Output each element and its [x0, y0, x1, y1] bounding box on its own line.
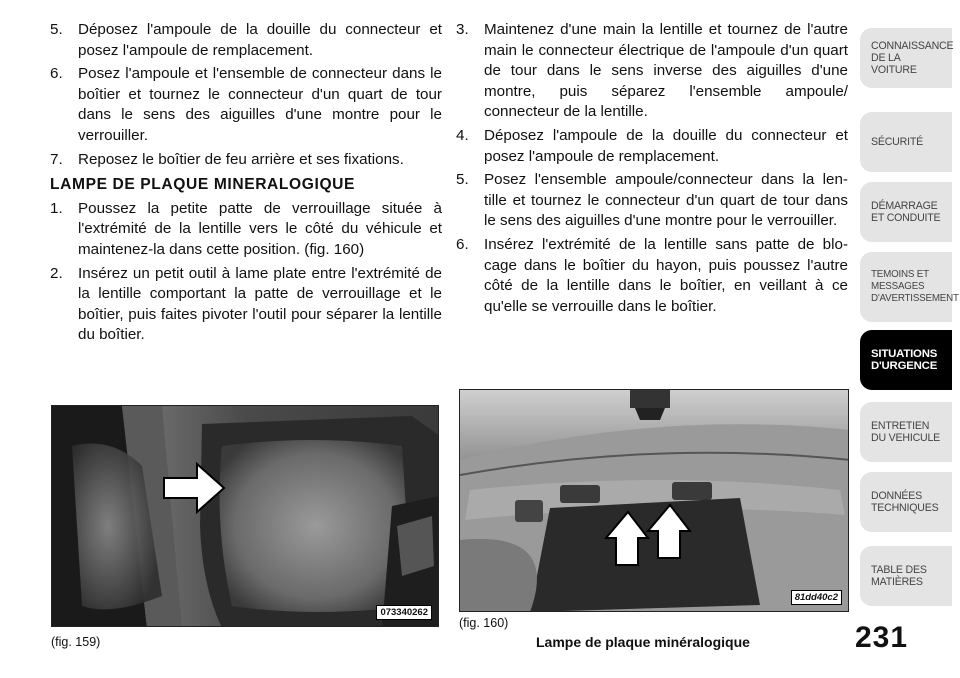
- step-number: 5.: [50, 21, 63, 38]
- step-3: [456, 20, 848, 123]
- tab-table-matieres[interactable]: [860, 546, 952, 606]
- section-heading: LAMPE DE PLAQUE MINERALOGIQUE: [50, 176, 356, 194]
- tab-demarrage[interactable]: [860, 182, 952, 242]
- step-5: [50, 20, 442, 61]
- step-text: Posez l'ampoule et l'ensemble de connecteur dans le boîtier et tournez le connecteur d'un quart de tour dans le sens des aiguilles d'une montre pour le verrouiller.: [78, 65, 442, 144]
- tab-label-line: SÉCURITÉ: [871, 136, 923, 148]
- tab-label-line: MESSAGES: [871, 281, 925, 292]
- step-number: 3.: [456, 21, 469, 38]
- tab-label-line: D'URGENCE: [871, 360, 938, 372]
- tab-label-line: TEMOINS ET: [871, 269, 929, 280]
- tab-label-line: CONNAISSANCE: [871, 40, 954, 52]
- tab-label-line: DONNÉES: [871, 490, 922, 502]
- figure-code: 81dd40c2: [791, 590, 842, 605]
- right-text-column: [456, 20, 848, 320]
- page-number: 231: [855, 621, 909, 654]
- figure-159-caption: (fig. 159): [51, 635, 101, 649]
- tab-securite[interactable]: [860, 112, 952, 172]
- tab-label-line: DÉMARRAGE: [871, 200, 938, 212]
- figure-160-title: Lampe de plaque minéralogique: [536, 634, 750, 650]
- step-1: [50, 199, 442, 261]
- tab-connaissance[interactable]: [860, 28, 952, 88]
- step-text: Déposez l'ampoule de la douille du connecteur et posez l'ampoule de remplacement.: [78, 21, 442, 59]
- tab-label-line: TECHNIQUES: [871, 502, 939, 514]
- step-2: [50, 264, 442, 346]
- step-6-right: [456, 235, 848, 317]
- step-6: [50, 64, 442, 146]
- tab-donnees[interactable]: [860, 472, 952, 532]
- tab-label-line: MATIÈRES: [871, 576, 923, 588]
- step-text: Posez l'ensemble ampoule/connecteur dans la len- tille et tournez le connecteur d'un quart de tour dans le sens des aiguilles d'une montre pour le verrouiller.: [484, 171, 848, 230]
- tab-label-line: DE LA VOITURE: [871, 52, 917, 76]
- tab-temoins[interactable]: [860, 252, 959, 322]
- step-5-right: [456, 170, 848, 232]
- step-text: Reposez le boîtier de feu arrière et ses fixations.: [78, 150, 404, 168]
- step-text: Maintenez d'une main la lentille et tournez de l'autre main le connecteur électrique de l'ampoule d'un quart de tour dans le sens inverse des aiguilles d'une montre, puis séparez l'ensemble ampoule/ connecteur de la lentille.: [484, 21, 848, 121]
- figure-159-photo: [51, 405, 439, 627]
- figure-code: 073340262: [376, 605, 432, 620]
- figure-160-photo: [459, 389, 849, 612]
- tab-entretien[interactable]: [860, 402, 952, 462]
- step-text: Insérez l'extrémité de la lentille sans patte de blo- cage dans le boîtier du hayon, puis poussez l'autre côté de la lentille dans le boîtier, en veillant à ce qu'elle se verrouille dans le boîtier.: [484, 235, 848, 315]
- step-number: 7.: [50, 150, 63, 168]
- step-number: 1.: [50, 199, 63, 217]
- tab-situations-urgence[interactable]: [860, 330, 952, 390]
- left-text-column: [50, 20, 442, 349]
- step-4: [456, 126, 848, 167]
- step-number: 5.: [456, 171, 469, 189]
- figure-160-caption: (fig. 160): [459, 616, 509, 630]
- tab-label-line: ET CONDUITE: [871, 212, 941, 224]
- tab-label-line: ENTRETIEN: [871, 420, 930, 432]
- step-text: Déposez l'ampoule de la douille du connecteur et posez l'ampoule de remplacement.: [484, 126, 848, 165]
- step-text: Insérez un petit outil à lame plate entre l'extrémité de la lentille comportant la patte de verrouillage et le boîtier, puis faites pivoter l'outil pour séparer la lentille du boîtier.: [78, 264, 442, 344]
- step-7: [50, 150, 442, 171]
- tab-label-line: TABLE DES: [871, 564, 927, 576]
- step-number: 2.: [50, 264, 63, 282]
- tab-label-line: SITUATIONS: [871, 348, 938, 360]
- tab-label-line: DU VEHICULE: [871, 432, 941, 444]
- step-number: 6.: [50, 65, 63, 83]
- step-number: 4.: [456, 126, 469, 144]
- step-text: Poussez la petite patte de verrouillage située à l'extrémité de la lentille vers le côté du véhicule et maintenez-la dans cette position. (fig. 160): [78, 199, 442, 258]
- tab-label-line: D'AVERTISSEMENT: [871, 293, 959, 304]
- step-number: 6.: [456, 235, 469, 253]
